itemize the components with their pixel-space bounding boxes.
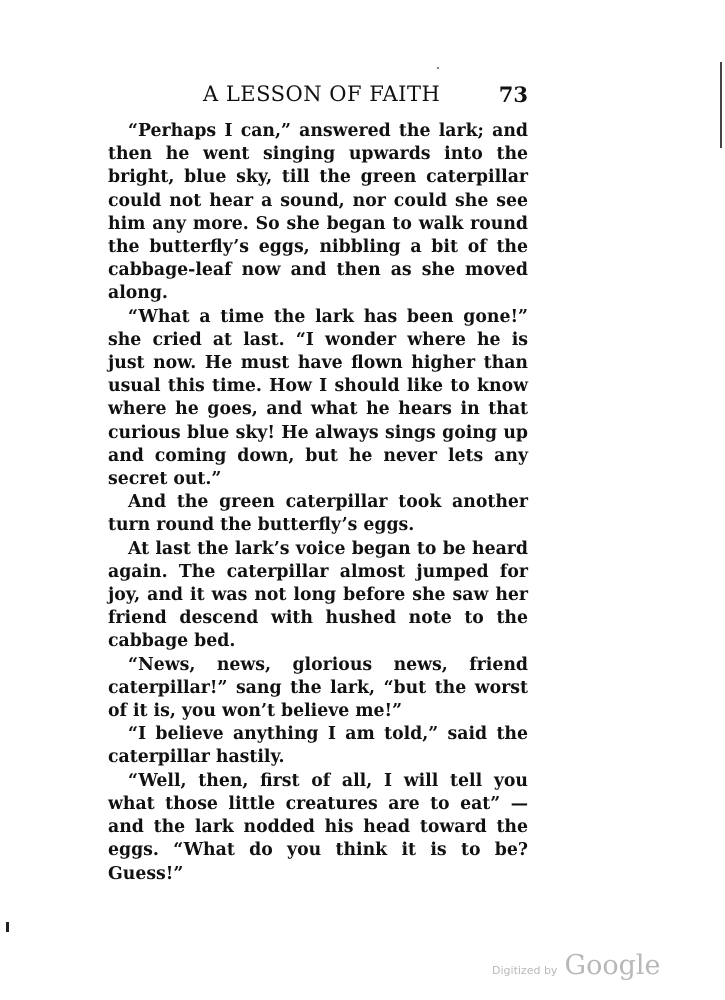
paragraph: “Perhaps I can,” answered the lark; and then he went singing upwards into the bright, blue sky, till the green caterpillar could not hear a sound, nor could she see him any more. So she began to walk round the butterfly’s eggs, nibbling a bit of the cabbage-leaf now and then as she moved along. [108,121,528,304]
running-header [108,82,528,112]
digitized-watermark [492,950,661,981]
paragraph: And the green caterpillar took another turn round the butterfly’s eggs. [108,492,528,536]
running-title: A LESSON OF FAITH [203,82,441,106]
paragraph: “What a time the lark has been gone!” she cried at last. “I wonder where he is just now. He must have flown higher than usual this time. How I should like to know where he goes, and what he hears in that curious blue sky! He always sings going up and coming down, but he never lets any secret out.” [108,306,528,490]
scan-margin-mark [6,922,9,932]
paragraph: “Well, then, first of all, I will tell you what those little creatures are to eat” — and the lark nodded his head toward the eggs. “What do you think it is to be? Guess!” [108,770,528,884]
paragraph: “I believe anything I am told,” said the caterpillar hastily. [108,724,528,768]
page-number: 73 [498,82,528,107]
watermark-brand: Google [564,950,661,981]
paragraph: “News, news, glorious news, friend caterpillar!” sang the lark, “but the worst of it is, you won’t believe me!” [108,654,528,722]
body-text [108,120,528,886]
watermark-prefix: Digitized by [492,964,558,977]
paragraph: At last the lark’s voice began to be heard again. The caterpillar almost jumped for joy, and it was not long before she saw her friend descend with hushed note to the cabbage bed. [108,538,528,652]
scan-speck [437,67,439,69]
scan-edge-mark [720,62,722,148]
